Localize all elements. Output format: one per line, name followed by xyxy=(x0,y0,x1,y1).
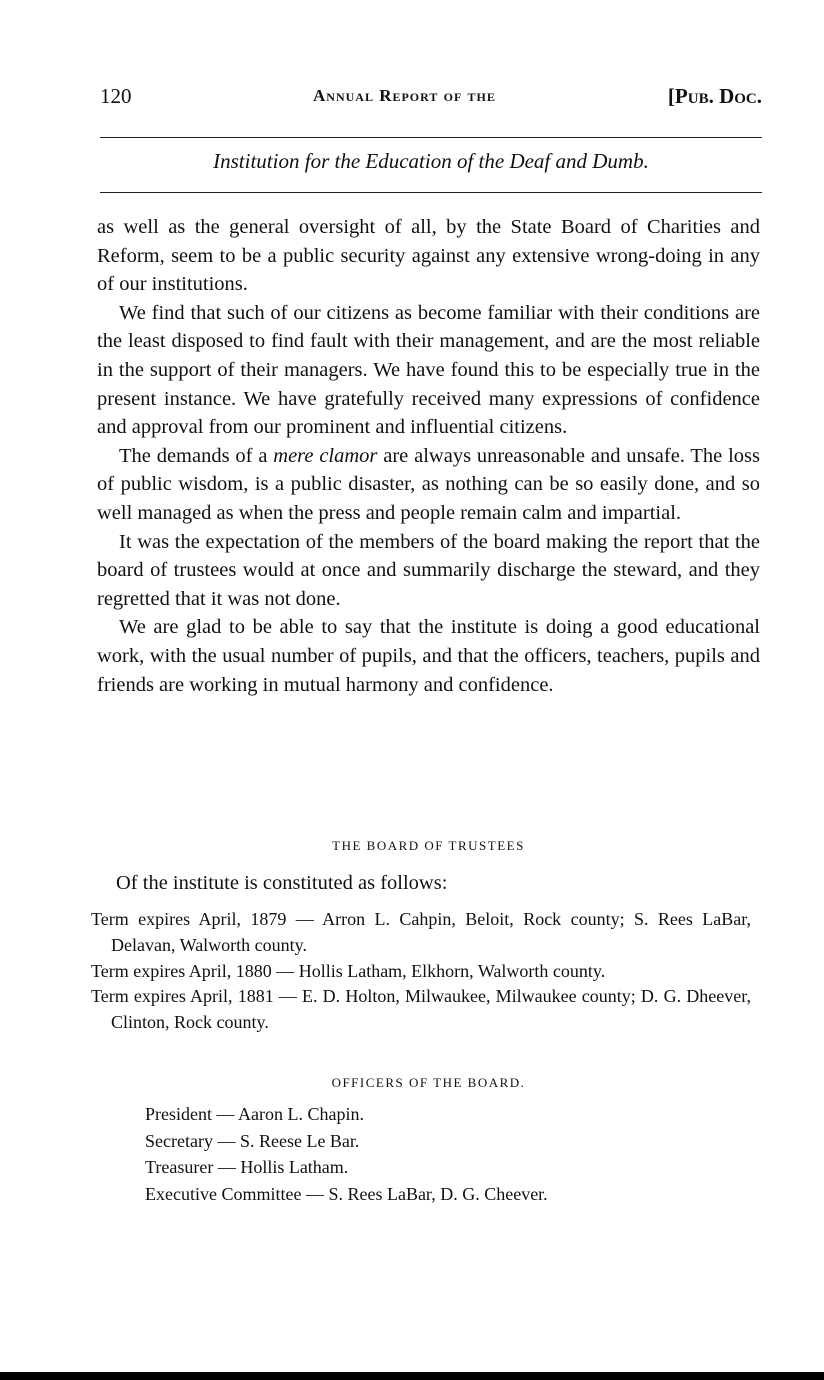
body-text xyxy=(97,213,760,699)
officers-heading: OFFICERS OF THE BOARD. xyxy=(331,1075,526,1090)
trustee-terms-list xyxy=(91,907,751,1036)
paragraph-5: We are glad to be able to say that the institute is doing a good educational work, with the usual number of pupils, and that the officers, teachers, pupils and friends are working in mutual harmony and confidence. xyxy=(97,616,760,696)
paragraph-3 xyxy=(97,442,760,528)
trustees-intro: Of the institute is constituted as follows: xyxy=(116,872,448,894)
officer-secretary: Secretary — S. Reese Le Bar. xyxy=(145,1130,360,1151)
emphasis-mere-clamor: mere clamor xyxy=(273,444,378,467)
officers-list xyxy=(145,1101,548,1207)
header-rule-top xyxy=(100,137,762,138)
term-entry-1881: Term expires April, 1881 — E. D. Holton, Milwaukee, Milwaukee county; D. G. Dheever, Clinton, Rock county. xyxy=(91,986,751,1033)
page-header xyxy=(100,84,762,114)
header-rule-bottom xyxy=(100,192,762,193)
paragraph-4: It was the expectation of the members of the board making the report that the board of trustees would at once and summarily discharge the steward, and they regretted that it was not done. xyxy=(97,530,760,610)
institution-subheading: Institution for the Education of the Deaf and Dumb. xyxy=(213,149,649,173)
officer-president: President — Aaron L. Chapin. xyxy=(145,1104,364,1124)
officer-treasurer: Treasurer — Hollis Latham. xyxy=(145,1157,349,1177)
document-reference: [Pub. Doc. xyxy=(667,84,762,108)
paragraph-3-start: The demands of a xyxy=(119,444,274,467)
officer-executive-committee: Executive Committee — S. Rees LaBar, D. G. Cheever. xyxy=(145,1183,548,1204)
paragraph-2: We find that such of our citizens as become familiar with their conditions are the least disposed to find fault with their management, and are the most reliable in the support of their managers. We have found this to be especially true in the present instance. We have gratefully received many expressions of confidence and approval from our prominent and influential citizens. xyxy=(97,301,760,439)
paragraph-3-end: are always unreasonable and unsafe. The loss of public wisdom, is a public disaster, as nothing can be so easily done, and so well managed as when the press and people remain calm and impartial. xyxy=(97,444,761,524)
term-entry-1880: Term expires April, 1880 — Hollis Latham, Elkhorn, Walworth county. xyxy=(91,960,606,981)
running-title: Annual Report of the xyxy=(313,86,496,105)
term-entry-1879: Term expires April, 1879 — Arron L. Cahpin, Beloit, Rock county; S. Rees LaBar, Delavan, Walworth county. xyxy=(91,909,751,955)
paragraph-1: as well as the general oversight of all, by the State Board of Charities and Reform, seem to be a public security against any extensive wrong-doing in any of our institutions. xyxy=(97,216,760,296)
page-number: 120 xyxy=(100,84,132,108)
scan-edge-bar xyxy=(0,1372,824,1380)
board-of-trustees-heading: THE BOARD OF TRUSTEES xyxy=(332,838,525,853)
